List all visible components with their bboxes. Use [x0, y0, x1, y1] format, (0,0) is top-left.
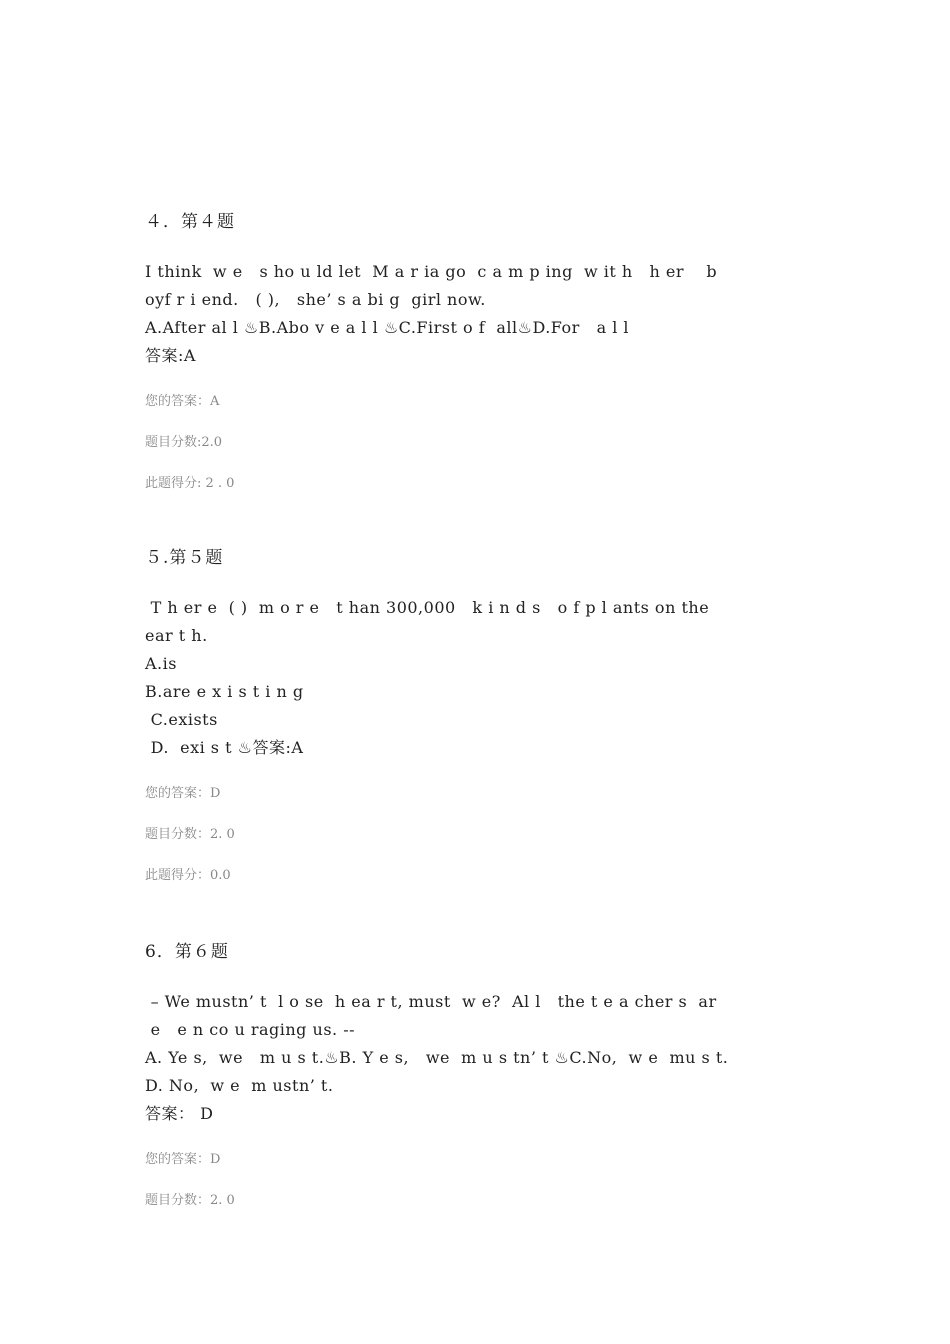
option-b: B.are e x i s t i n g: [145, 682, 304, 701]
question-body: [145, 258, 825, 370]
question-body: [145, 988, 825, 1128]
question-title: 6．第６题: [145, 942, 229, 962]
question-score: 题目分数:2.0: [145, 435, 223, 450]
question-line: T h er e ( ) m o r e t han 300,000 k i n d s o f p l ants on the: [145, 598, 710, 617]
question-line: oyf r i end. ( ), she’ s a bi g girl now.: [145, 290, 486, 309]
question-score: 题目分数：2. 0: [145, 1193, 235, 1208]
answer-line: 答案： D: [145, 1104, 214, 1123]
question-5: [145, 543, 825, 883]
earned-score: 此题得分: 2 . 0: [145, 476, 235, 491]
question-title: ４．第４题: [145, 212, 235, 232]
question-body: [145, 594, 825, 762]
options-line: A. Ye s, we m u s t.♨B. Y e s, we m u s tn’ t ♨C.No, w e mu s t.: [145, 1048, 729, 1067]
question-4: [145, 207, 825, 491]
option-a: A.is: [145, 654, 177, 673]
earned-score: 此题得分：0.0: [145, 868, 231, 883]
question-line: ear t h.: [145, 626, 208, 645]
your-answer: 您的答案：D: [145, 786, 221, 801]
question-6: [145, 937, 825, 1208]
question-score: 题目分数：2. 0: [145, 827, 235, 842]
question-title: ５.第５题: [145, 548, 224, 568]
your-answer: 您的答案：A: [145, 394, 220, 409]
answer-line: 答案:A: [145, 346, 196, 365]
your-answer: 您的答案：D: [145, 1152, 221, 1167]
options-line: A.After al l ♨B.Abo v e a l l ♨C.First o f all♨D.For a l l: [145, 318, 630, 337]
option-d-answer: D. exi s t ♨答案:A: [145, 738, 304, 757]
question-line: e e n co u raging us. --: [145, 1020, 356, 1039]
options-line: D. No, w e m ustn’ t.: [145, 1076, 334, 1095]
option-c: C.exists: [145, 710, 218, 729]
question-line: I think w e s ho u ld let M a r ia go c a m p ing w it h h er b: [145, 262, 718, 281]
question-line: – We mustn’ t l o se h ea r t, must w e? Al l the t e a cher s ar: [145, 992, 717, 1011]
